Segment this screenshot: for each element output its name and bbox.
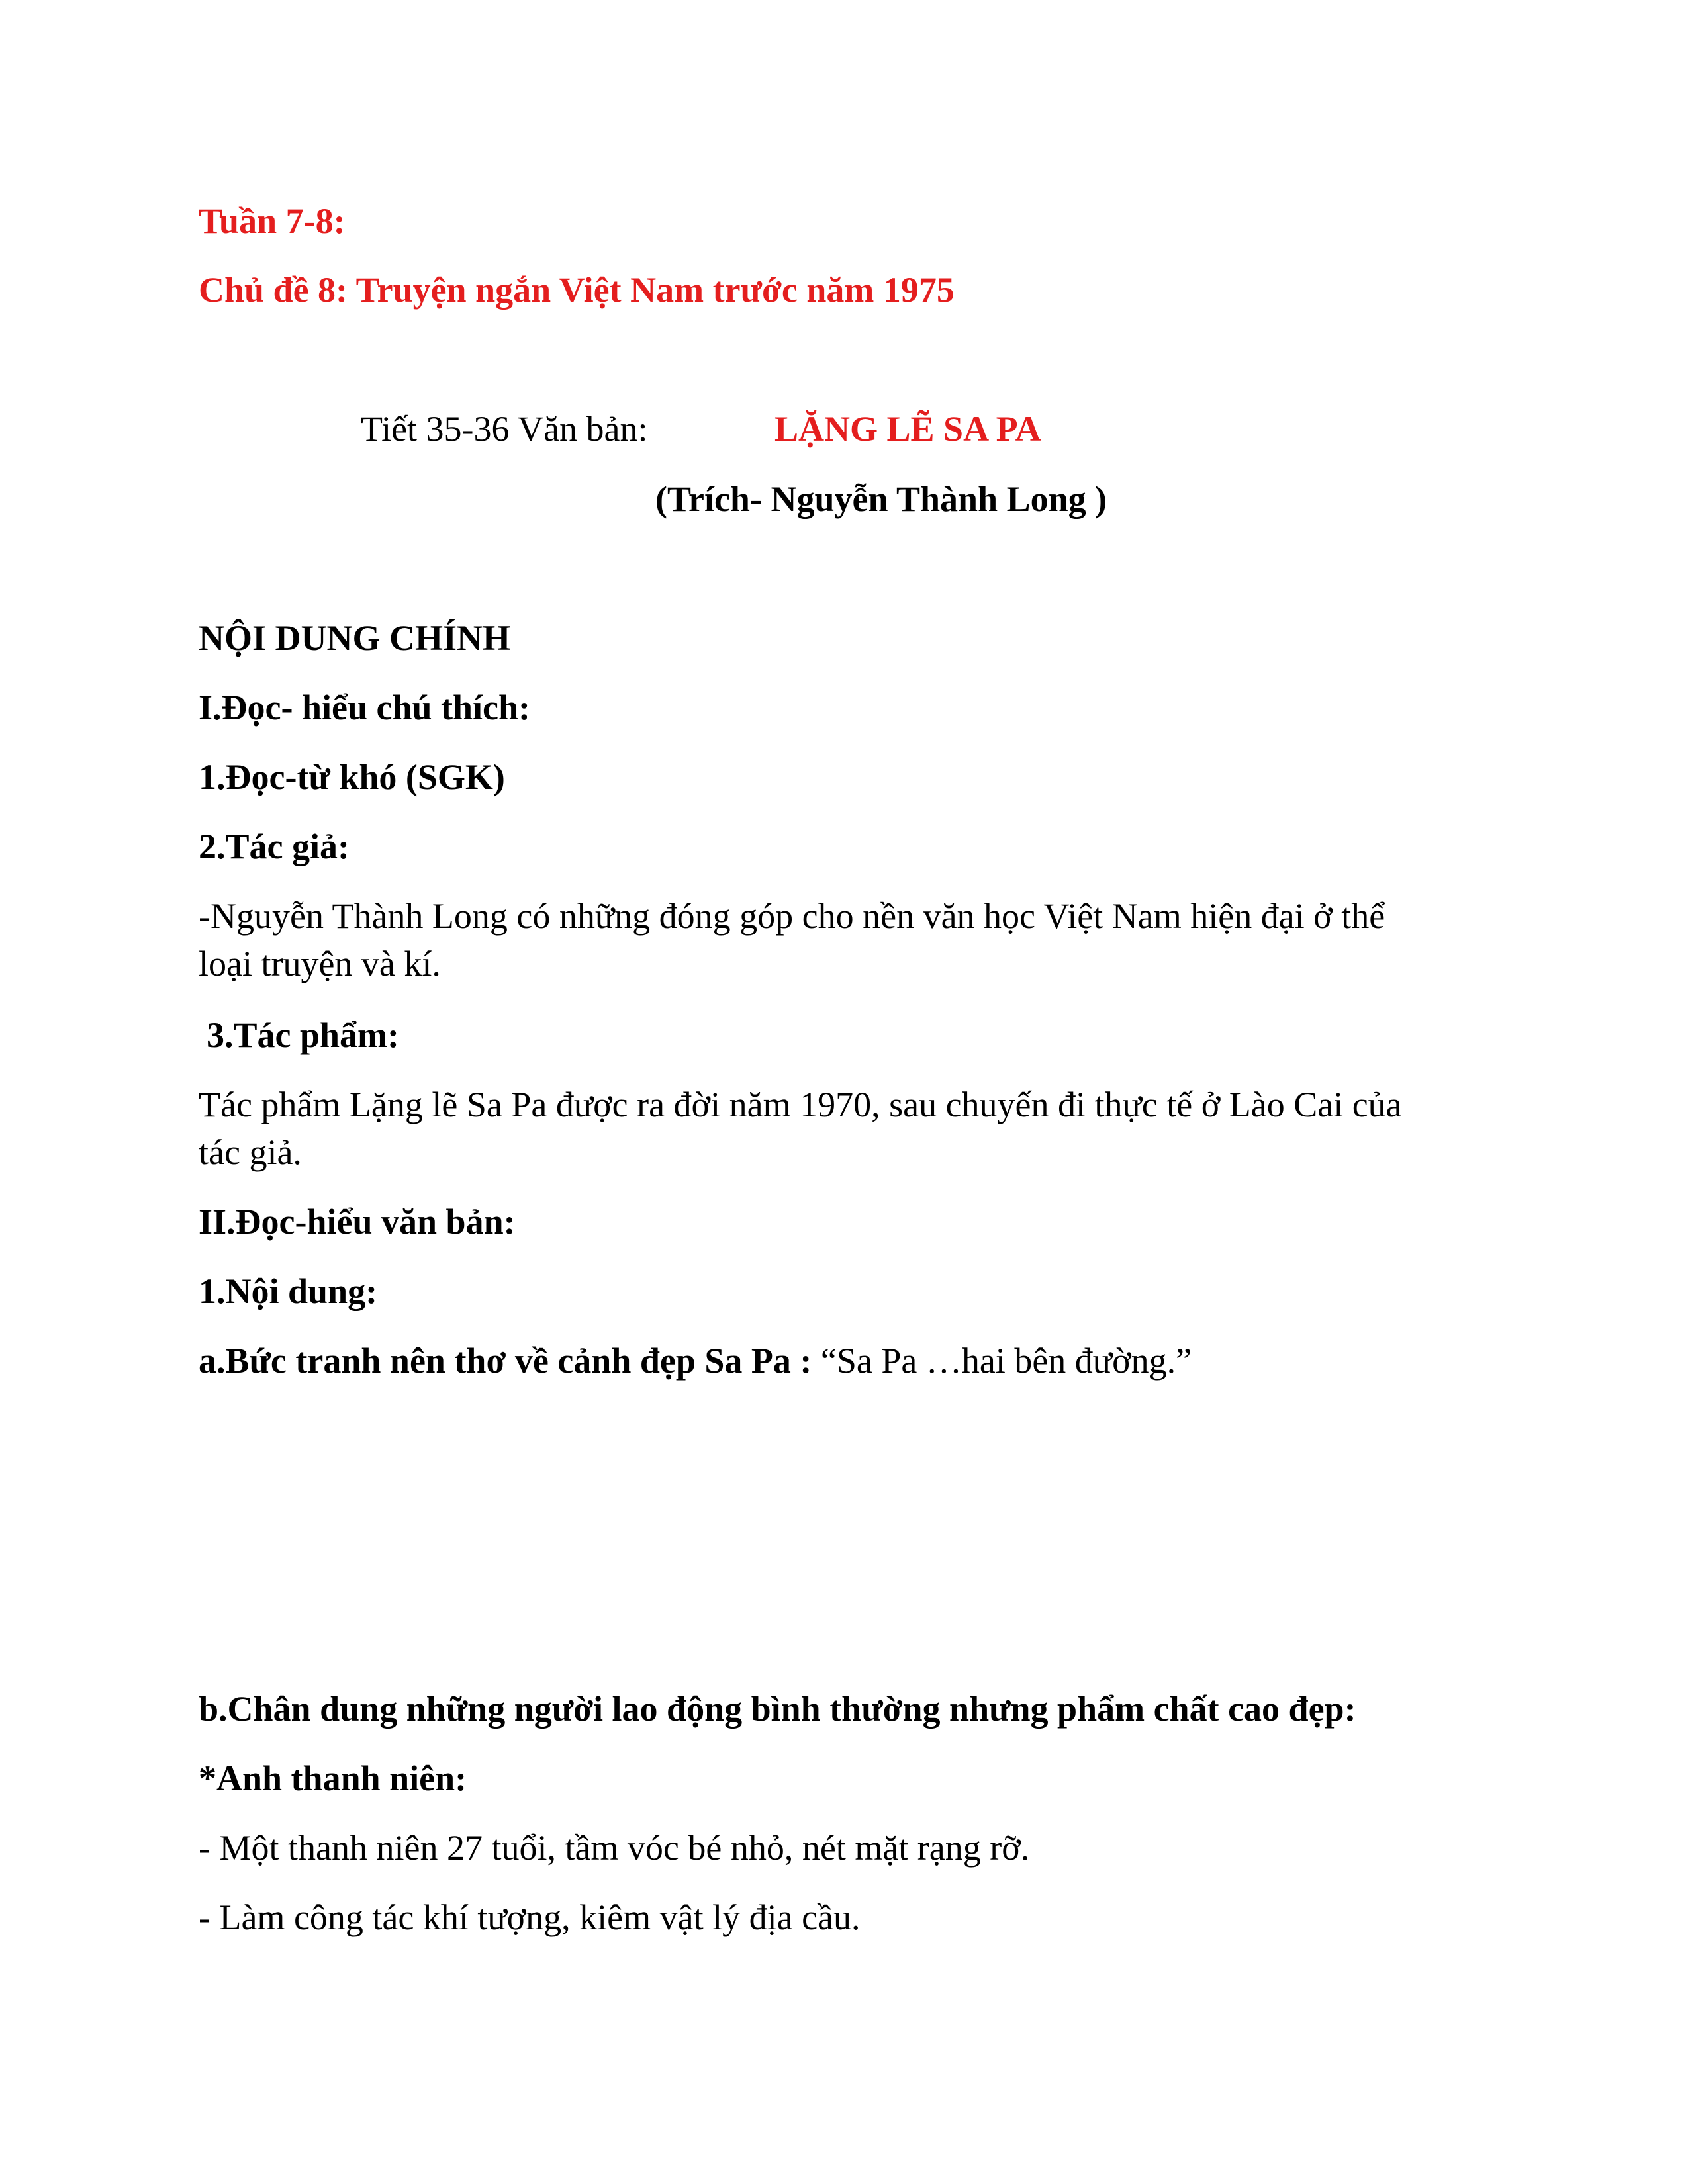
author-text-line-1: -Nguyễn Thành Long có những đóng góp cho nền văn học Việt Nam hiện đại ở thể: [199, 896, 1385, 936]
point-a: [199, 1340, 1192, 1382]
point-a-quote: “Sa Pa …hai bên đường.”: [812, 1341, 1192, 1381]
section-1-item-3: 3.Tác phẩm:: [207, 1015, 400, 1055]
section-2-item-1: 1.Nội dung:: [199, 1271, 378, 1311]
section-1-item-1: 1.Đọc-từ khó (SGK): [199, 757, 505, 797]
author-text-line-2: loại truyện và kí.: [199, 944, 441, 983]
bullet-1: - Một thanh niên 27 tuổi, tầm vóc bé nhỏ, nét mặt rạng rỡ.: [199, 1828, 1030, 1868]
main-heading: NỘI DUNG CHÍNH: [199, 618, 511, 658]
section-2-heading: II.Đọc-hiểu văn bản:: [199, 1202, 516, 1242]
point-b: b.Chân dung những người lao động bình thường nhưng phẩm chất cao đẹp:: [199, 1689, 1356, 1729]
lesson-title: LẶNG LẼ SA PA: [774, 409, 1041, 449]
lesson-source: (Trích- Nguyễn Thành Long ): [655, 479, 1107, 519]
week-heading: Tuần 7-8:: [199, 201, 346, 241]
bullet-2: - Làm công tác khí tượng, kiêm vật lý địa cầu.: [199, 1897, 861, 1937]
work-text-line-1: Tác phẩm Lặng lẽ Sa Pa được ra đời năm 1970, sau chuyến đi thực tế ở Lào Cai của: [199, 1085, 1402, 1124]
young-man-heading: *Anh thanh niên:: [199, 1758, 467, 1798]
section-1-heading: I.Đọc- hiểu chú thích:: [199, 688, 531, 727]
section-1-item-2: 2.Tác giả:: [199, 827, 350, 866]
work-text-line-2: tác giả.: [199, 1132, 302, 1172]
point-a-label: a.Bức tranh nên thơ về cảnh đẹp Sa Pa :: [199, 1341, 812, 1381]
lesson-prefix: Tiết 35-36 Văn bản:: [361, 409, 648, 449]
topic-heading: Chủ đề 8: Truyện ngắn Việt Nam trước năm 1975: [199, 270, 955, 310]
